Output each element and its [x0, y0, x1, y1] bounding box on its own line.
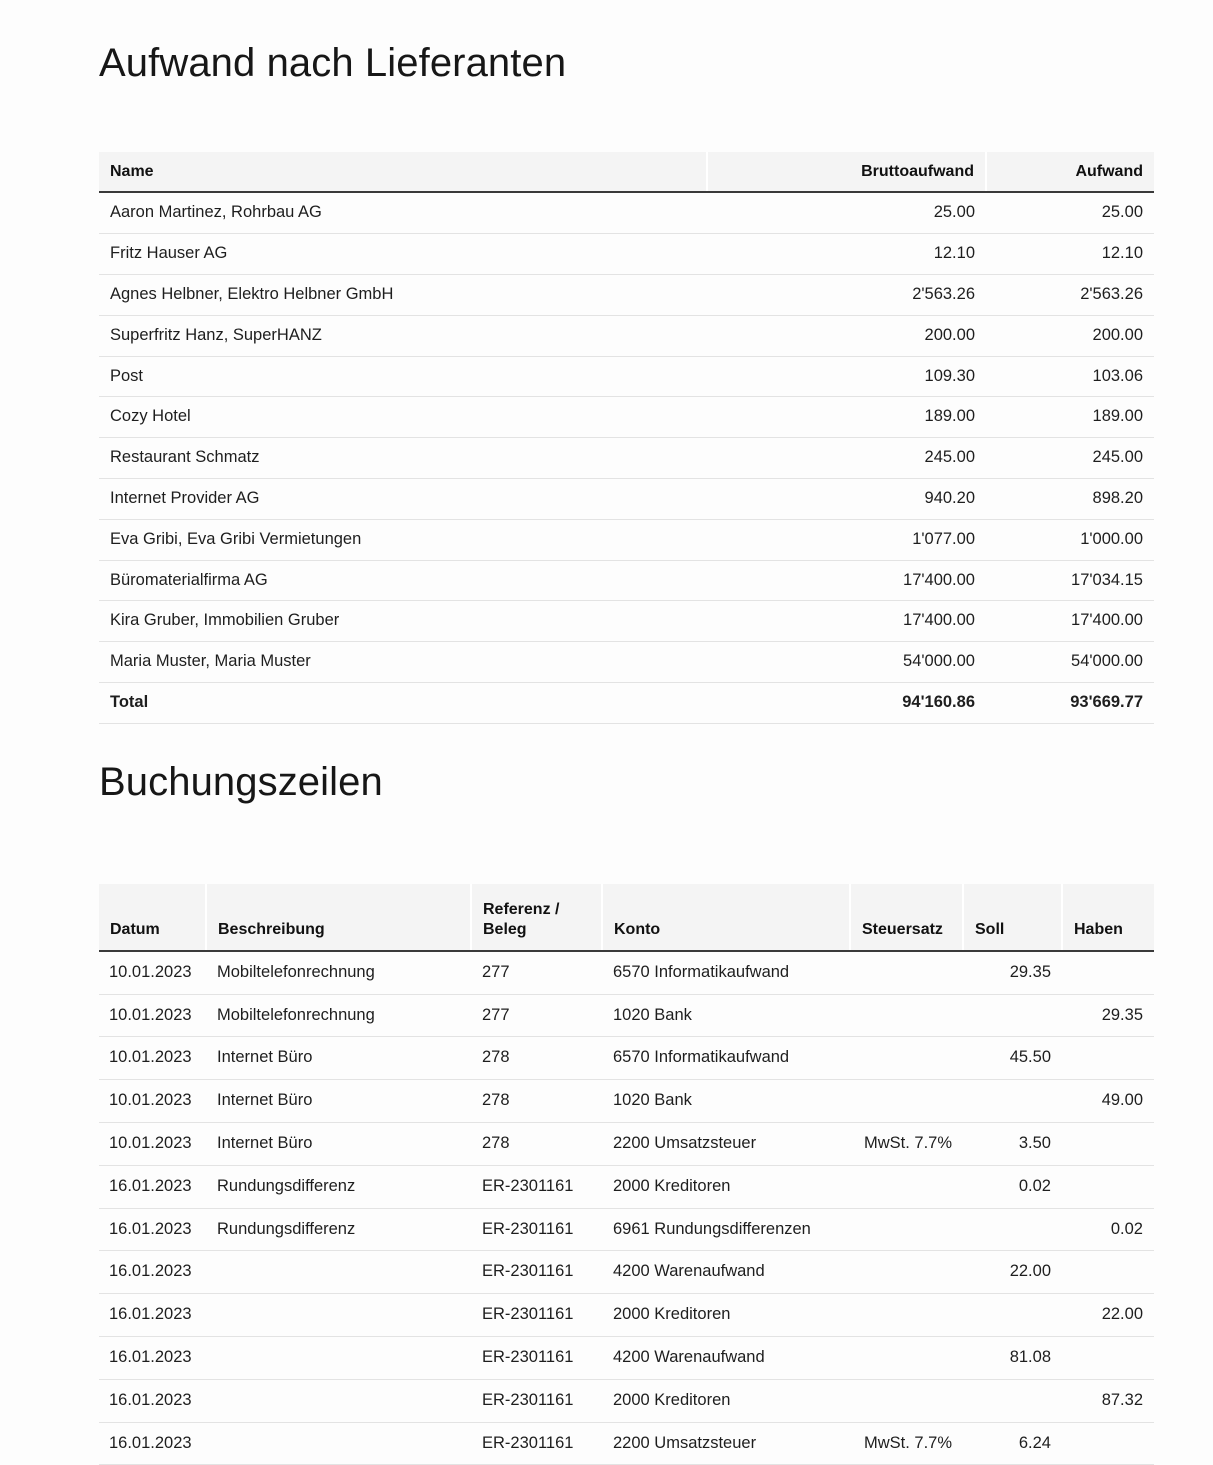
entry-account: 4200 Warenaufwand — [602, 1336, 850, 1379]
supplier-gross-amount: 25.00 — [707, 192, 986, 233]
entry-account: 4200 Warenaufwand — [602, 1251, 850, 1294]
entry-reference: 277 — [471, 994, 602, 1037]
supplier-net-amount: 2'563.26 — [986, 275, 1154, 316]
supplier-name: Fritz Hauser AG — [99, 234, 707, 275]
column-header-aufwand: Aufwand — [986, 152, 1154, 192]
table-row — [99, 601, 1154, 642]
column-header-name: Name — [99, 152, 707, 192]
entry-account: 2000 Kreditoren — [602, 1379, 850, 1422]
journal-entry-table — [99, 884, 1154, 1465]
supplier-net-amount: 103.06 — [986, 356, 1154, 397]
entry-tax-rate — [850, 1037, 963, 1080]
table-row — [99, 192, 1154, 233]
entry-debit-amount: 81.08 — [963, 1336, 1062, 1379]
entry-debit-amount: 3.50 — [963, 1122, 1062, 1165]
entry-tax-rate — [850, 994, 963, 1037]
entry-tax-rate — [850, 1080, 963, 1123]
entry-description: Internet Büro — [206, 1080, 471, 1123]
entry-tax-rate — [850, 951, 963, 994]
entry-credit-amount — [1062, 1251, 1154, 1294]
entries-section-header — [99, 724, 1154, 806]
supplier-name: Kira Gruber, Immobilien Gruber — [99, 601, 707, 642]
table-row — [99, 560, 1154, 601]
column-header-konto: Konto — [602, 884, 850, 951]
supplier-net-amount: 12.10 — [986, 234, 1154, 275]
supplier-table-head — [99, 152, 1154, 192]
supplier-net-amount: 245.00 — [986, 438, 1154, 479]
supplier-expense-table — [99, 152, 1154, 724]
entry-account: 1020 Bank — [602, 1080, 850, 1123]
table-row — [99, 275, 1154, 316]
entry-reference: ER-2301161 — [471, 1165, 602, 1208]
supplier-net-amount: 17'034.15 — [986, 560, 1154, 601]
table-header-row — [99, 152, 1154, 192]
entry-description — [206, 1251, 471, 1294]
entry-reference: 278 — [471, 1037, 602, 1080]
entry-reference: ER-2301161 — [471, 1336, 602, 1379]
column-header-referenz-beleg — [471, 884, 602, 951]
entry-debit-amount: 29.35 — [963, 951, 1062, 994]
entry-date: 16.01.2023 — [99, 1336, 206, 1379]
table-row — [99, 1294, 1154, 1337]
table-row — [99, 1165, 1154, 1208]
entry-reference: 278 — [471, 1122, 602, 1165]
entries-title: Buchungszeilen — [99, 759, 383, 804]
table-row — [99, 315, 1154, 356]
supplier-net-amount: 54'000.00 — [986, 642, 1154, 683]
entry-tax-rate — [850, 1208, 963, 1251]
supplier-gross-amount: 17'400.00 — [707, 601, 986, 642]
entry-tax-rate — [850, 1379, 963, 1422]
entry-date: 16.01.2023 — [99, 1422, 206, 1465]
entry-date: 10.01.2023 — [99, 994, 206, 1037]
entry-debit-amount — [963, 994, 1062, 1037]
entry-date: 10.01.2023 — [99, 951, 206, 994]
supplier-gross-amount: 17'400.00 — [707, 560, 986, 601]
table-row — [99, 1422, 1154, 1465]
entry-debit-amount — [963, 1294, 1062, 1337]
suppliers-section-header — [99, 0, 1154, 87]
entry-credit-amount: 22.00 — [1062, 1294, 1154, 1337]
supplier-gross-amount: 1'077.00 — [707, 519, 986, 560]
table-row — [99, 356, 1154, 397]
entry-account: 2000 Kreditoren — [602, 1165, 850, 1208]
entry-tax-rate — [850, 1165, 963, 1208]
supplier-gross-amount: 109.30 — [707, 356, 986, 397]
entry-tax-rate — [850, 1336, 963, 1379]
entry-date: 10.01.2023 — [99, 1037, 206, 1080]
table-row — [99, 1251, 1154, 1294]
entry-date: 16.01.2023 — [99, 1208, 206, 1251]
supplier-net-amount: 200.00 — [986, 315, 1154, 356]
supplier-name: Internet Provider AG — [99, 479, 707, 520]
entry-debit-amount — [963, 1208, 1062, 1251]
entry-credit-amount: 29.35 — [1062, 994, 1154, 1037]
entry-credit-amount — [1062, 1037, 1154, 1080]
entry-debit-amount: 22.00 — [963, 1251, 1062, 1294]
entry-reference: ER-2301161 — [471, 1294, 602, 1337]
supplier-name: Aaron Martinez, Rohrbau AG — [99, 192, 707, 233]
entry-description — [206, 1294, 471, 1337]
supplier-gross-amount: 2'563.26 — [707, 275, 986, 316]
table-row — [99, 951, 1154, 994]
entry-date: 16.01.2023 — [99, 1165, 206, 1208]
entry-description: Internet Büro — [206, 1122, 471, 1165]
entry-description: Mobiltelefonrechnung — [206, 951, 471, 994]
entry-credit-amount — [1062, 1336, 1154, 1379]
entry-date: 10.01.2023 — [99, 1122, 206, 1165]
entry-credit-amount: 49.00 — [1062, 1080, 1154, 1123]
entry-description: Rundungsdifferenz — [206, 1165, 471, 1208]
supplier-name: Restaurant Schmatz — [99, 438, 707, 479]
entry-date: 16.01.2023 — [99, 1379, 206, 1422]
table-row — [99, 234, 1154, 275]
entry-credit-amount — [1062, 951, 1154, 994]
entry-reference: ER-2301161 — [471, 1422, 602, 1465]
entry-tax-rate — [850, 1251, 963, 1294]
entry-table-body — [99, 951, 1154, 1465]
entry-credit-amount — [1062, 1422, 1154, 1465]
entry-account: 1020 Bank — [602, 994, 850, 1037]
entry-reference: ER-2301161 — [471, 1208, 602, 1251]
entry-tax-rate — [850, 1294, 963, 1337]
supplier-gross-amount: 200.00 — [707, 315, 986, 356]
entry-reference: ER-2301161 — [471, 1379, 602, 1422]
table-row — [99, 438, 1154, 479]
column-header-soll: Soll — [963, 884, 1062, 951]
table-row — [99, 397, 1154, 438]
entry-credit-amount: 87.32 — [1062, 1379, 1154, 1422]
supplier-name: Superfritz Hanz, SuperHANZ — [99, 315, 707, 356]
total-row — [99, 683, 1154, 724]
entry-debit-amount — [963, 1080, 1062, 1123]
supplier-name: Agnes Helbner, Elektro Helbner GmbH — [99, 275, 707, 316]
entry-description: Mobiltelefonrechnung — [206, 994, 471, 1037]
page-title: Aufwand nach Lieferanten — [99, 41, 567, 85]
supplier-gross-amount: 12.10 — [707, 234, 986, 275]
total-gross-amount: 94'160.86 — [707, 683, 986, 724]
table-row — [99, 642, 1154, 683]
table-row — [99, 1122, 1154, 1165]
entry-reference: 277 — [471, 951, 602, 994]
entry-description — [206, 1379, 471, 1422]
supplier-name: Post — [99, 356, 707, 397]
entry-tax-rate: MwSt. 7.7% — [850, 1122, 963, 1165]
entry-credit-amount: 0.02 — [1062, 1208, 1154, 1251]
table-header-row — [99, 884, 1154, 951]
entry-account: 6961 Rundungsdifferenzen — [602, 1208, 850, 1251]
column-header-referenz-line1: Referenz / — [483, 900, 560, 918]
entry-description — [206, 1422, 471, 1465]
supplier-name: Eva Gribi, Eva Gribi Vermietungen — [99, 519, 707, 560]
table-row — [99, 1080, 1154, 1123]
entry-table-container — [99, 806, 1154, 1465]
entry-date: 16.01.2023 — [99, 1251, 206, 1294]
supplier-net-amount: 189.00 — [986, 397, 1154, 438]
column-header-referenz-line2: Beleg — [483, 921, 527, 939]
column-header-haben: Haben — [1062, 884, 1154, 951]
table-row — [99, 519, 1154, 560]
supplier-net-amount: 1'000.00 — [986, 519, 1154, 560]
entry-account: 2200 Umsatzsteuer — [602, 1422, 850, 1465]
total-net-amount: 93'669.77 — [986, 683, 1154, 724]
entry-description: Rundungsdifferenz — [206, 1208, 471, 1251]
entry-reference: 278 — [471, 1080, 602, 1123]
entry-date: 16.01.2023 — [99, 1294, 206, 1337]
supplier-gross-amount: 189.00 — [707, 397, 986, 438]
column-header-bruttoaufwand: Bruttoaufwand — [707, 152, 986, 192]
entry-table-head — [99, 884, 1154, 951]
entry-credit-amount — [1062, 1122, 1154, 1165]
column-header-beschreibung: Beschreibung — [206, 884, 471, 951]
entry-tax-rate: MwSt. 7.7% — [850, 1422, 963, 1465]
entry-account: 2000 Kreditoren — [602, 1294, 850, 1337]
entry-account: 6570 Informatikaufwand — [602, 951, 850, 994]
supplier-name: Büromaterialfirma AG — [99, 560, 707, 601]
entry-debit-amount: 0.02 — [963, 1165, 1062, 1208]
supplier-name: Cozy Hotel — [99, 397, 707, 438]
entry-account: 2200 Umsatzsteuer — [602, 1122, 850, 1165]
table-row — [99, 1037, 1154, 1080]
entry-debit-amount: 6.24 — [963, 1422, 1062, 1465]
table-row — [99, 1208, 1154, 1251]
supplier-net-amount: 25.00 — [986, 192, 1154, 233]
entry-debit-amount — [963, 1379, 1062, 1422]
supplier-net-amount: 898.20 — [986, 479, 1154, 520]
supplier-gross-amount: 54'000.00 — [707, 642, 986, 683]
entry-description: Internet Büro — [206, 1037, 471, 1080]
supplier-gross-amount: 245.00 — [707, 438, 986, 479]
entry-account: 6570 Informatikaufwand — [602, 1037, 850, 1080]
column-header-datum: Datum — [99, 884, 206, 951]
entry-credit-amount — [1062, 1165, 1154, 1208]
supplier-name: Maria Muster, Maria Muster — [99, 642, 707, 683]
entry-reference: ER-2301161 — [471, 1251, 602, 1294]
supplier-table-body — [99, 192, 1154, 723]
table-row — [99, 1336, 1154, 1379]
supplier-gross-amount: 940.20 — [707, 479, 986, 520]
entry-debit-amount: 45.50 — [963, 1037, 1062, 1080]
total-label: Total — [99, 683, 707, 724]
entry-description — [206, 1336, 471, 1379]
supplier-net-amount: 17'400.00 — [986, 601, 1154, 642]
table-row — [99, 994, 1154, 1037]
column-header-steuersatz: Steuersatz — [850, 884, 963, 951]
table-row — [99, 479, 1154, 520]
supplier-table-container — [99, 87, 1154, 724]
table-row — [99, 1379, 1154, 1422]
entry-date: 10.01.2023 — [99, 1080, 206, 1123]
